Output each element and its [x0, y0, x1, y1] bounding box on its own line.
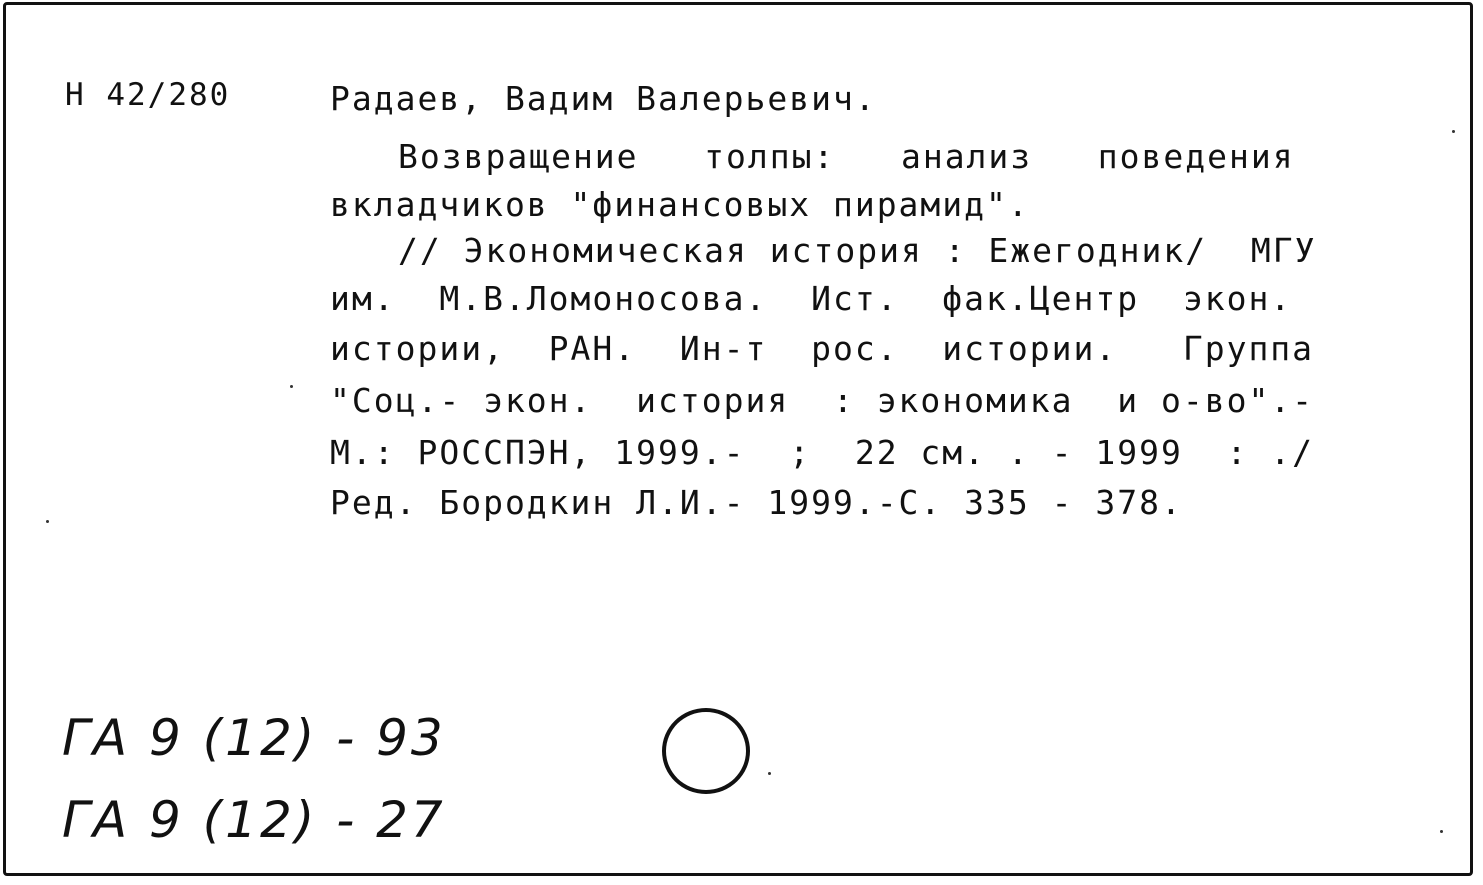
- speck: [290, 385, 293, 388]
- speck: [46, 520, 49, 523]
- handwritten-code-2: ГА 9 (12) - 27: [62, 791, 446, 849]
- source-line-3: истории, РАН. Ин-т рос. истории. Группа: [330, 329, 1315, 368]
- speck: [768, 772, 771, 775]
- handwritten-code-1: ГА 9 (12) - 93: [62, 709, 446, 767]
- author-line: Радаев, Вадим Валерьевич.: [330, 79, 877, 118]
- speck: [1452, 130, 1455, 133]
- title-line-1: Возвращение толпы: анализ поведения: [398, 137, 1295, 176]
- speck: [1440, 830, 1443, 833]
- shelfmark: Н 42/280: [65, 77, 231, 113]
- source-line-2: им. М.В.Ломоносова. Ист. фак.Центр экон.: [330, 279, 1293, 318]
- source-line-4: "Соц.- экон. история : экономика и о-во".-: [330, 381, 1315, 420]
- imprint-line: М.: РОССПЭН, 1999.- ; 22 см. . - 1999 : ./: [330, 433, 1315, 472]
- title-line-2: вкладчиков "финансовых пирамид".: [330, 185, 1030, 224]
- editor-line: Ред. Бородкин Л.И.- 1999.-С. 335 - 378.: [330, 483, 1183, 522]
- source-line-1: // Экономическая история : Ежегодник/ МГУ: [398, 231, 1317, 270]
- punch-hole: [662, 708, 750, 794]
